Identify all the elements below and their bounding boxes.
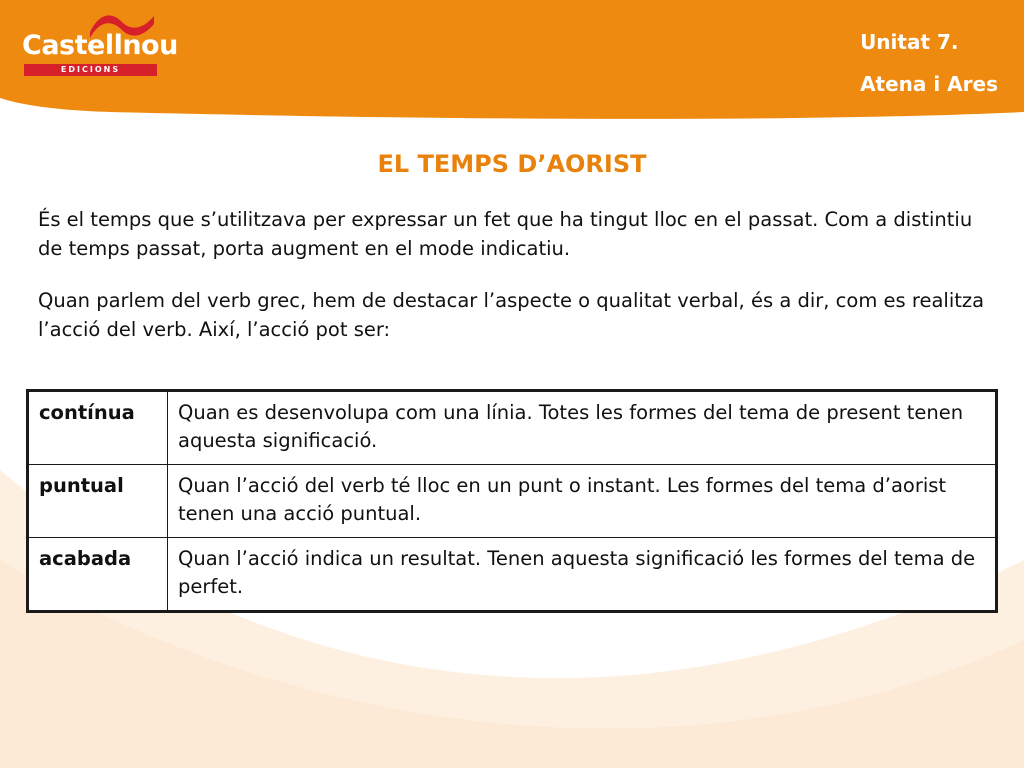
aspect-term: acabada (28, 538, 168, 612)
logo-subtitle: EDICIONS (24, 64, 157, 76)
aspect-term: puntual (28, 465, 168, 538)
aspect-description: Quan es desenvolupa com una línia. Totes les formes del tema de present tenen aquesta significació. (168, 391, 997, 465)
intro-paragraph: És el temps que s’utilitzava per expressar un fet que ha tingut lloc en el passat. Com a distintiu de temps passat, porta augment en el mode indicatiu. (38, 208, 973, 260)
aspect-term: contínua (28, 391, 168, 465)
aspect-description: Quan l’acció indica un resultat. Tenen aquesta significació les formes del tema de perfet. (168, 538, 997, 612)
unit-number: Unitat 7. (860, 30, 959, 54)
table-row (28, 391, 997, 465)
table-row (28, 465, 997, 538)
unit-info (860, 32, 998, 116)
unit-subtitle: Atena i Ares (860, 72, 998, 96)
aspect-table (26, 389, 998, 613)
table-row (28, 538, 997, 612)
page-title: EL TEMPS D’AORIST (377, 150, 647, 178)
castellnou-logo[interactable] (22, 10, 178, 78)
logo-wordmark: Castellnou (22, 30, 178, 61)
aspect-description: Quan l’acció del verb té lloc en un punt o instant. Les formes del tema d’aorist tenen una acció puntual. (168, 465, 997, 538)
aspect-paragraph: Quan parlem del verb grec, hem de destacar l’aspecte o qualitat verbal, és a dir, com es realitza l’acció del verb. Així, l’acció pot ser: (38, 289, 985, 341)
